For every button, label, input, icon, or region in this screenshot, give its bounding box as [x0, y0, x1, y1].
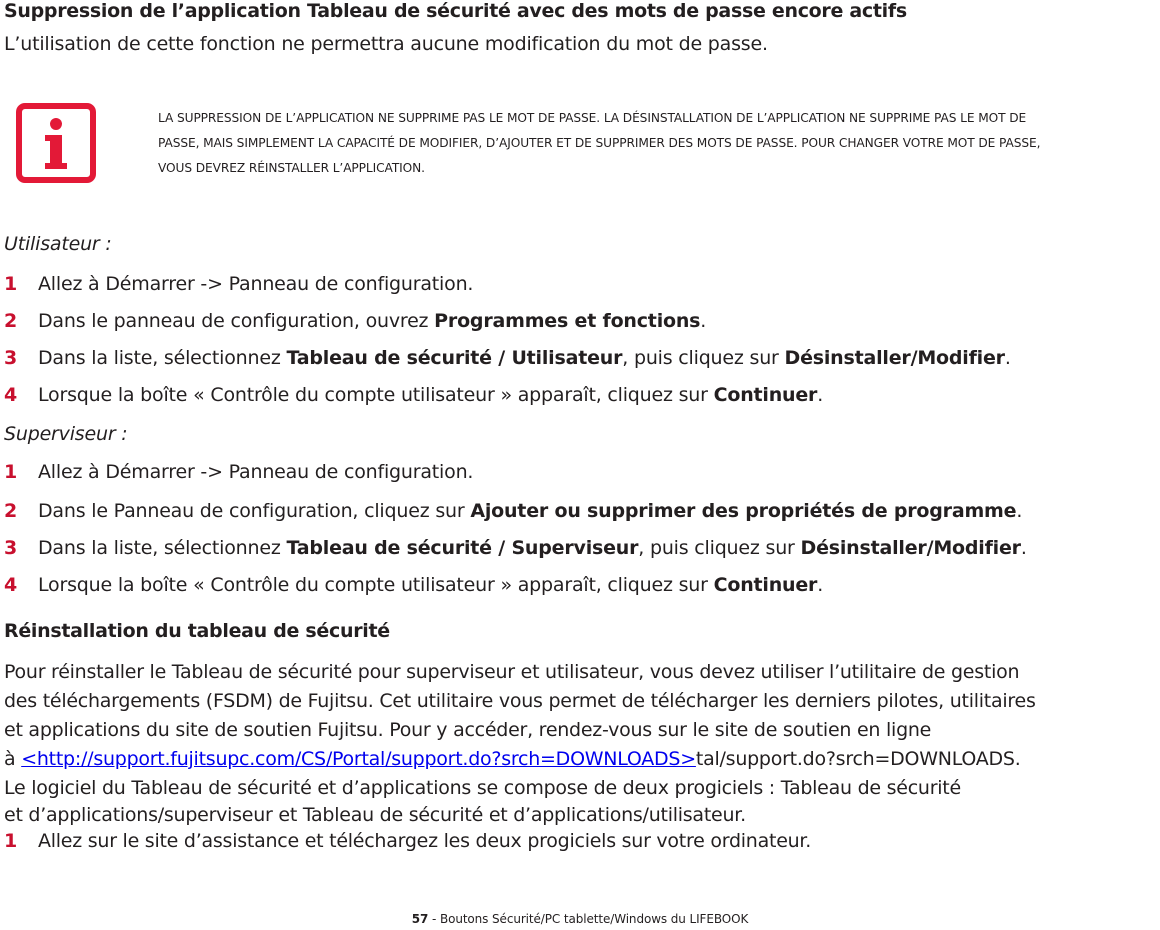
- intro-text: L’utilisation de cette fonction ne permettra aucune modification du mot de passe.: [4, 33, 768, 55]
- step-text: Dans la liste, sélectionnez: [38, 537, 287, 559]
- step-text: , puis cliquez sur: [638, 537, 801, 559]
- page-number: 57: [411, 912, 429, 926]
- user-step: [4, 347, 1011, 369]
- step-number: 3: [4, 537, 18, 559]
- step-number: 1: [4, 830, 17, 852]
- step-text: .: [700, 310, 707, 332]
- info-icon: [16, 103, 96, 183]
- step-bold: Tableau de sécurité / Superviseur: [286, 537, 639, 559]
- note-line: LA SUPPRESSION DE L’APPLICATION NE SUPPRIME PAS LE MOT DE PASSE. LA DÉSINSTALLATION DE L’APPLICATION NE SUPPRIME PAS LE MOT DE: [158, 111, 1027, 125]
- user-step: [4, 384, 823, 406]
- step-number: 1: [4, 273, 18, 295]
- step-text: .: [1016, 500, 1023, 522]
- paragraph-line: des téléchargements (FSDM) de Fujitsu. Cet utilitaire vous permet de télécharger les derniers pilotes, utilitaires: [4, 690, 1036, 712]
- step-text: Dans le panneau de configuration, ouvrez: [38, 310, 435, 332]
- note-line: VOUS DEVREZ RÉINSTALLER L’APPLICATION.: [158, 161, 425, 175]
- step-number: 2: [4, 500, 18, 522]
- supervisor-subheading: Superviseur :: [4, 423, 128, 445]
- reinstall-title: Réinstallation du tableau de sécurité: [4, 620, 390, 642]
- step-bold: Continuer: [713, 574, 818, 596]
- step-text: Dans le Panneau de configuration, cliquez sur: [38, 500, 471, 522]
- paragraph-line: Le logiciel du Tableau de sécurité et d’applications se compose de deux progiciels : Tableau de sécurité: [4, 777, 961, 799]
- step-text: Allez à Démarrer -> Panneau de configuration.: [38, 273, 474, 295]
- step-number: 2: [4, 310, 18, 332]
- step-number: 4: [4, 384, 18, 406]
- step-number: 3: [4, 347, 18, 369]
- step-text: .: [1004, 347, 1011, 369]
- step-text: Lorsque la boîte « Contrôle du compte utilisateur » apparaît, cliquez sur: [38, 574, 714, 596]
- supervisor-step: [4, 461, 473, 483]
- step-bold: Programmes et fonctions: [434, 310, 701, 332]
- step-text: Lorsque la boîte « Contrôle du compte utilisateur » apparaît, cliquez sur: [38, 384, 714, 406]
- step-text: .: [817, 384, 824, 406]
- paragraph-text: à: [4, 748, 22, 770]
- step-text: .: [817, 574, 824, 596]
- paragraph-line: [4, 745, 1154, 774]
- supervisor-step: [4, 574, 823, 596]
- note-text: [158, 106, 1158, 181]
- footer-text: - Boutons Sécurité/PC tablette/Windows du LIFEBOOK: [428, 912, 749, 926]
- reinstall-step: [4, 827, 1154, 855]
- page-footer: [0, 912, 1160, 926]
- step-bold: Tableau de sécurité / Utilisateur: [286, 347, 623, 369]
- user-step: [4, 310, 706, 332]
- supervisor-step: [4, 537, 1027, 559]
- step-text: Allez sur le site d’assistance et téléchargez les deux progiciels sur votre ordinateur.: [38, 830, 812, 852]
- step-number: 1: [4, 461, 18, 483]
- user-subheading: Utilisateur :: [4, 233, 112, 255]
- supervisor-step: [4, 500, 1022, 522]
- reinstall-paragraph: [4, 658, 1154, 855]
- step-number: 4: [4, 574, 18, 596]
- step-bold: Continuer: [713, 384, 818, 406]
- step-bold: Désinstaller/Modifier: [800, 537, 1021, 559]
- paragraph-line: et d’applications/superviseur et Tableau de sécurité et d’applications/utilisateur.: [4, 804, 746, 826]
- step-text: .: [1020, 537, 1027, 559]
- paragraph-line: Pour réinstaller le Tableau de sécurité pour superviseur et utilisateur, vous devez utiliser l’utilitaire de gestion: [4, 661, 1020, 683]
- paragraph-text: tal/support.do?srch=DOWNLOADS.: [695, 748, 1021, 770]
- paragraph-line: et applications du site de soutien Fujitsu. Pour y accéder, rendez-vous sur le site de soutien en ligne: [4, 719, 932, 741]
- step-text: Dans la liste, sélectionnez: [38, 347, 287, 369]
- user-step: [4, 273, 473, 295]
- note-line: PASSE, MAIS SIMPLEMENT LA CAPACITÉ DE MODIFIER, D’AJOUTER ET DE SUPPRIMER DES MOTS DE PASSE. POUR CHANGER VOTRE MOT DE PASSE,: [158, 136, 1041, 150]
- step-bold: Désinstaller/Modifier: [784, 347, 1005, 369]
- step-text: , puis cliquez sur: [622, 347, 785, 369]
- support-link[interactable]: <http://support.fujitsupc.com/CS/Portal/support.do?srch=DOWNLOADS>: [21, 748, 696, 770]
- step-text: Allez à Démarrer -> Panneau de configuration.: [38, 461, 474, 483]
- step-bold: Ajouter ou supprimer des propriétés de programme: [470, 500, 1017, 522]
- section-title: Suppression de l’application Tableau de sécurité avec des mots de passe encore actifs: [4, 0, 907, 22]
